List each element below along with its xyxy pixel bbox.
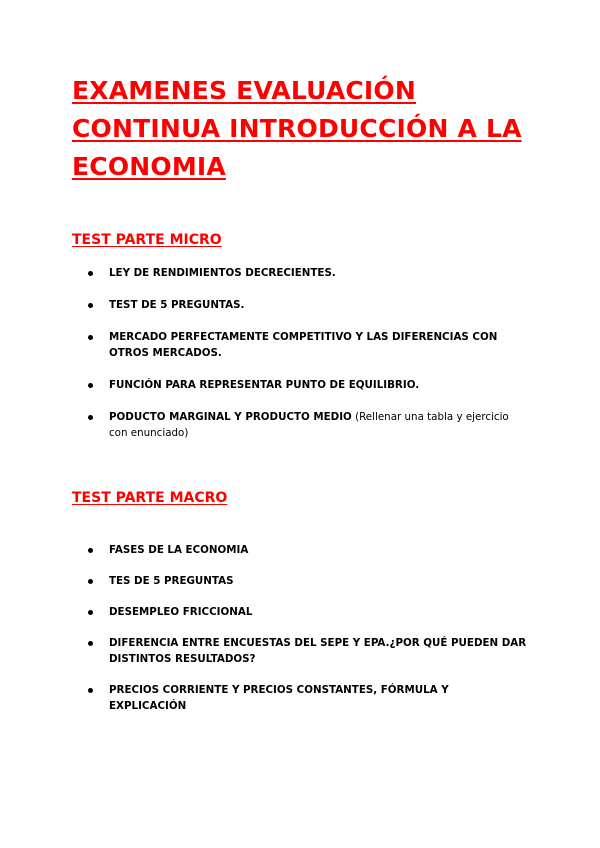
list-item-text: FASES DE LA ECONOMIA [109,544,249,556]
section-heading-macro: TEST PARTE MACRO [72,490,228,506]
list-item-text: LEY DE RENDIMIENTOS DECRECIENTES. [109,267,336,279]
bullet-icon [88,548,93,553]
document-title: EXAMENES EVALUACIÓN CONTINUA INTRODUCCIÓN A LA ECONOMIA [72,76,522,181]
list-item-text: DIFERENCIA ENTRE ENCUESTAS DEL SEPE Y EPA.¿POR QUÉ PUEDEN DAR DISTINTOS RESULTADOS? [109,637,527,665]
list-item [72,377,528,393]
section-heading-micro: TEST PARTE MICRO [72,232,222,248]
bullet-icon [88,271,93,276]
bullet-icon [88,335,93,340]
list-item [72,573,528,589]
micro-topic-list [72,265,528,457]
list-item [72,409,528,441]
list-item [72,265,528,281]
macro-topic-list [72,542,528,729]
list-item-text: FUNCIÓN PARA REPRESENTAR PUNTO DE EQUILIBRIO. [109,379,420,391]
list-item-text: TES DE 5 PREGUNTAS [109,575,234,587]
list-item-text: MERCADO PERFECTAMENTE COMPETITIVO Y LAS DIFERENCIAS CON OTROS MERCADOS. [109,331,498,359]
list-item-text: TEST DE 5 PREGUNTAS. [109,299,245,311]
list-item-text: PRECIOS CORRIENTE Y PRECIOS CONSTANTES, FÓRMULA Y EXPLICACIÓN [109,684,449,712]
list-item-text: DESEMPLEO FRICCIONAL [109,606,253,618]
bullet-icon [88,579,93,584]
list-item-note: (Rellenar una tabla y ejercicio con enunciado) [109,411,509,439]
bullet-icon [88,641,93,646]
list-item-text: PODUCTO MARGINAL Y PRODUCTO MEDIO [109,411,352,423]
bullet-icon [88,610,93,615]
bullet-icon [88,688,93,693]
list-item [72,604,528,620]
list-item [72,635,528,667]
bullet-icon [88,415,93,420]
list-item [72,542,528,558]
bullet-icon [88,303,93,308]
bullet-icon [88,383,93,388]
list-item [72,329,528,361]
list-item [72,297,528,313]
list-item [72,682,528,714]
